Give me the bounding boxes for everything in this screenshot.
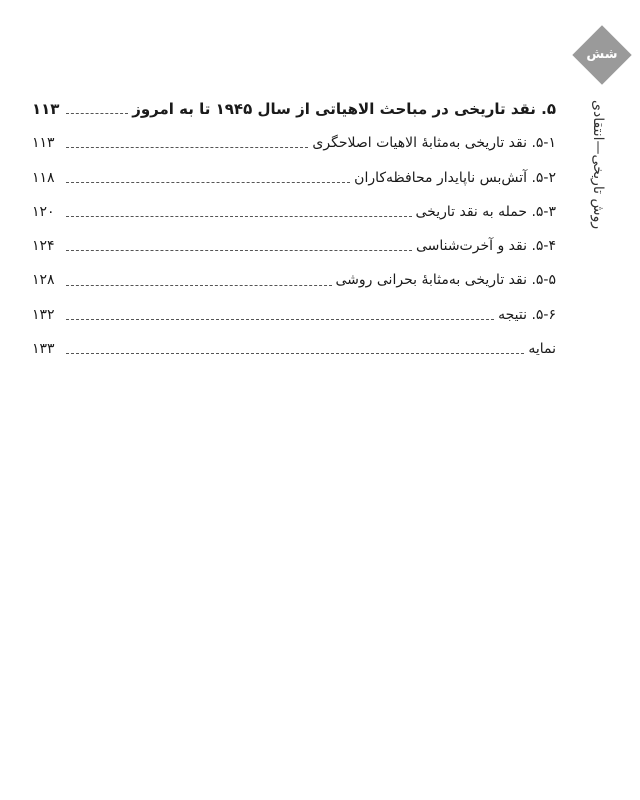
toc-entry-title: نمایه	[528, 341, 556, 358]
toc-entry[interactable]	[32, 92, 556, 126]
toc-leader	[66, 181, 350, 183]
toc-entry-page: ۱۱۳	[32, 135, 55, 152]
toc-entry[interactable]	[32, 263, 556, 297]
toc-entry-page: ۱۳۳	[32, 341, 55, 358]
toc-entry-page: ۱۲۰	[32, 203, 55, 220]
toc-leader	[66, 249, 412, 251]
toc-entry-title: ۵-۵. نقد تاریخی به‌مثابهٔ بحرانی روشی	[335, 272, 556, 289]
page-number: شش	[586, 47, 618, 62]
toc-entry-page: ۱۲۴	[32, 238, 55, 255]
toc-leader	[66, 112, 128, 114]
toc-entry-title: ۵-۴. نقد و آخرت‌شناسی	[415, 238, 556, 255]
toc-entry[interactable]	[32, 195, 556, 229]
toc-entry[interactable]	[32, 332, 556, 366]
toc-entry[interactable]	[32, 229, 556, 263]
toc-entry-title: ۵-۶. نتیجه	[498, 306, 556, 323]
toc-entry-page: ۱۳۲	[32, 306, 55, 323]
toc-leader	[66, 318, 494, 320]
toc-entry-title: ۵-۲. آتش‌بس ناپایدار محافظه‌کاران	[354, 169, 556, 186]
toc-entry[interactable]	[32, 161, 556, 195]
toc-leader	[66, 215, 412, 217]
toc-entry-page: ۱۱۳	[32, 100, 60, 118]
toc-entry-title: ۵. نقد تاریخی در مباحث الاهیاتی از سال ۱۹۴۵ تا به امروز	[132, 100, 556, 118]
toc-entry-page: ۱۲۸	[32, 272, 55, 289]
toc-entry-page: ۱۱۸	[32, 169, 55, 186]
toc-leader	[66, 146, 308, 148]
toc-entry-title: ۵-۳. حمله به نقد تاریخی	[415, 203, 556, 220]
toc-entry[interactable]	[32, 298, 556, 332]
toc-leader	[66, 284, 332, 286]
toc-leader	[66, 352, 524, 354]
toc-entry-title: ۵-۱. نقد تاریخی به‌مثابهٔ الاهیات اصلاحگری	[312, 135, 556, 152]
toc-entry[interactable]	[32, 126, 556, 160]
table-of-contents	[32, 92, 556, 366]
running-head: روش تاریخی—انتقادی	[590, 100, 606, 230]
